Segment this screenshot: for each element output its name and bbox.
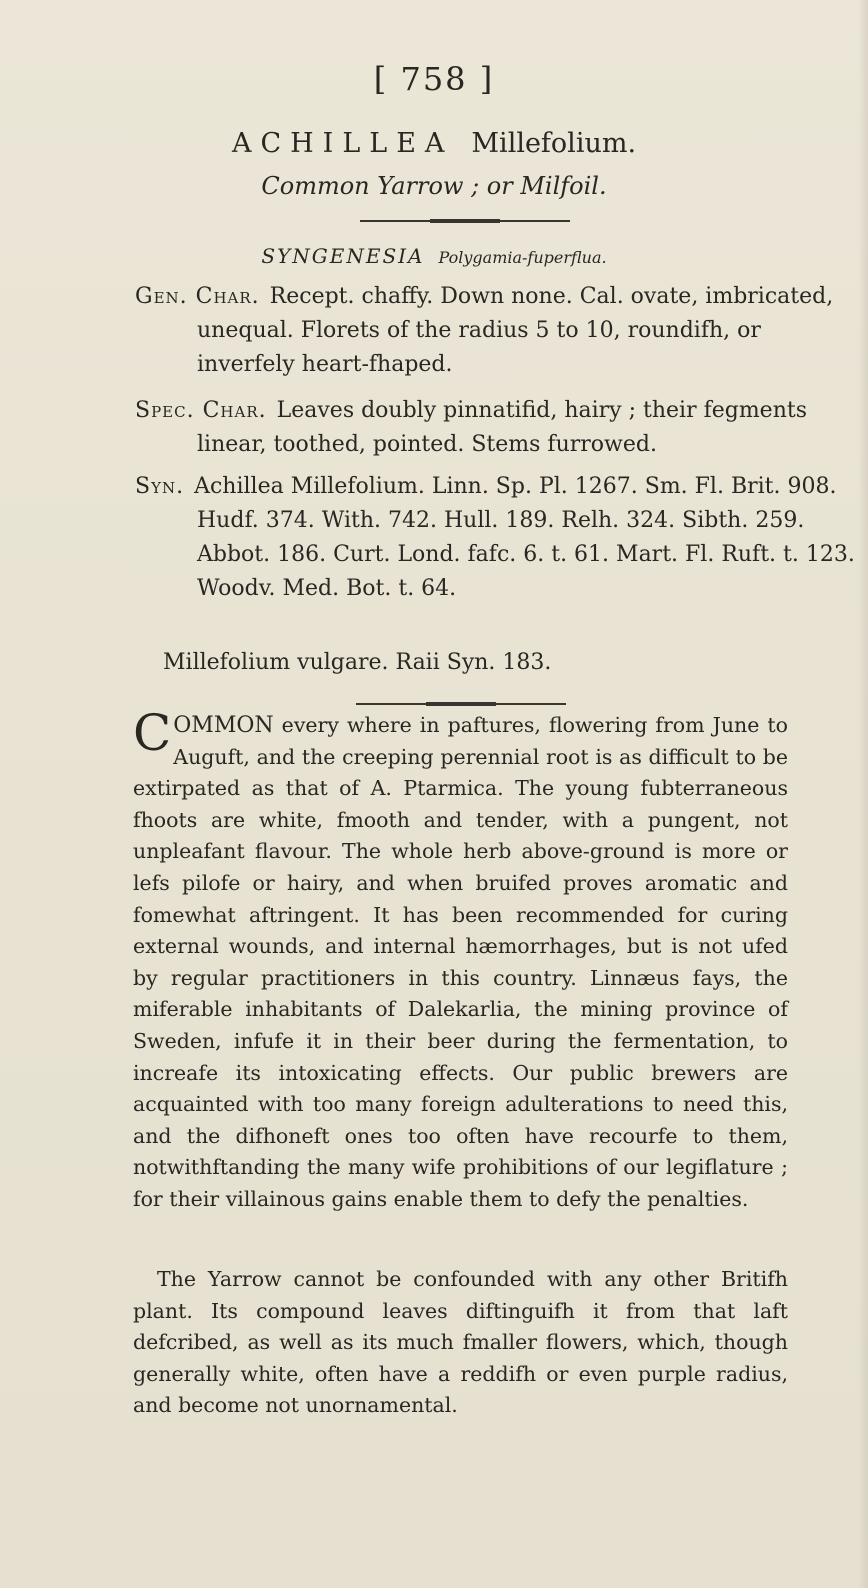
drop-cap: C	[133, 704, 172, 762]
order-name: Polygamia-fuperflua.	[438, 248, 607, 267]
syn-label: Syn.	[135, 474, 185, 499]
page-number: [ 758 ]	[373, 60, 495, 98]
species-title	[0, 128, 868, 159]
gen-char-label: Gen. Char.	[135, 284, 260, 309]
description-paragraph-2: The Yarrow cannot be confounded with any other Britifh plant. Its compound leaves diftinguifh it from that laft defcribed, as well as its much fmaller flowers, which, though generally white, often have a reddifh or even purple radius, and become not unornamental.	[133, 1267, 788, 1418]
divider-rule	[360, 220, 570, 222]
gen-char-text: Recept. chaffy. Down none. Cal. ovate, imbricated, unequal. Florets of the radius 5 to 10, roundifh, or inverfely heart-fhaped.	[197, 284, 834, 377]
divider-rule	[356, 703, 566, 705]
generic-character	[135, 280, 857, 382]
classification-line	[0, 244, 868, 268]
synonym-extra: Millefolium vulgare. Raii Syn. 183.	[163, 650, 552, 675]
first-word: OMMON	[173, 713, 274, 738]
description-paragraph-1	[133, 704, 788, 1216]
specific-character	[135, 394, 857, 462]
species-name: Millefolium.	[471, 128, 637, 159]
common-name: Common Yarrow ; or Milfoil.	[261, 172, 607, 200]
synonyms	[135, 470, 857, 606]
paragraph-1-text: every where in paftures, flowering from June to Auguft, and the creeping perennial root is as difficult to be extirpated as that of A. Ptarmica. The young fubterraneous fhoots are white, fmooth and tender, with a pungent, not unpleafant flavour. The whole herb above-ground is more or lefs pilofe or hairy, and when bruifed proves aromatic and fomewhat aftringent. It has been recommended for curing external wounds, and internal hæmorrhages, but is not ufed by regular practitioners in this country. Linnæus fays, the miferable inhabitants of Dalekarlia, the mining province of Sweden, infufe it in their beer during the fermentation, to increafe its intoxicating effects. Our public brewers are acquainted with too many foreign adulterations to need this, and the difhoneft ones too often have recourfe to them, notwithftanding the many wife prohibitions of our legiflature ; for their villainous gains enable them to defy the penalties.	[133, 713, 788, 1211]
syn-text: Achillea Millefolium. Linn. Sp. Pl. 1267. Sm. Fl. Brit. 908. Hudf. 374. With. 742. Hull. 189. Relh. 324. Sibth. 259. Abbot. 186. Curt. Lond. fafc. 6. t. 61. Mart. Fl. Ruft. t. 123. Woodv. Med. Bot. t. 64.	[194, 474, 855, 601]
spec-char-text: Leaves doubly pinnatifid, hairy ; their fegments linear, toothed, pointed. Stems furrowed.	[197, 398, 807, 457]
page-edge-shadow	[858, 0, 868, 1588]
spec-char-label: Spec. Char.	[135, 398, 267, 423]
class-name: SYNGENESIA	[261, 244, 425, 268]
genus-name: ACHILLEA	[231, 128, 454, 159]
